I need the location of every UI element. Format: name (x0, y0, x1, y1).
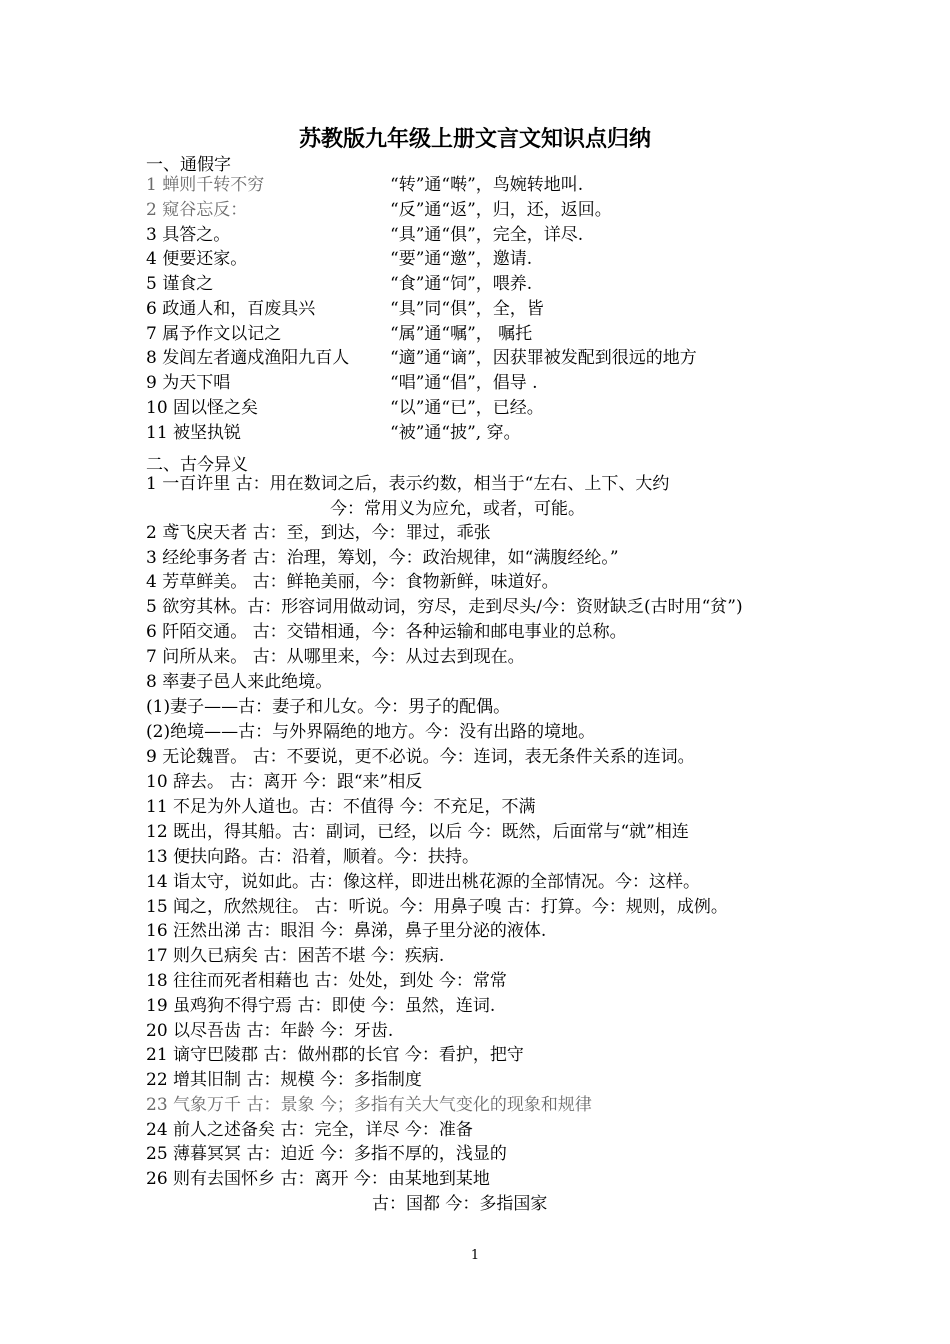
list-item: 11 不足为外人道也。古：不值得 今：不充足，不满 (146, 797, 536, 817)
list-item-note: “要”通“邀”，邀请. (390, 249, 533, 269)
list-item: 4 芳草鲜美。 古：鲜艳美丽，今：食物新鲜，味道好。 (146, 572, 559, 592)
list-item-note: “转”通“啭”，鸟婉转地叫. (390, 175, 584, 195)
list-item-term: 1 蝉则千转不穷 (146, 175, 265, 195)
list-item-note: “唱”通“倡”，倡导 . (390, 373, 538, 393)
list-item-term: 9 为天下唱 (146, 373, 231, 393)
list-item: 8 率妻子邑人来此绝境。 (146, 672, 333, 692)
list-item: 1 一百许里 古：用在数词之后，表示约数，相当于“左右、上下、大约 (146, 474, 670, 494)
list-item-term: 10 固以怪之矣 (146, 398, 259, 418)
list-item: 26 则有去国怀乡 古：离开 今：由某地到某地 (146, 1169, 490, 1189)
list-item-term: 7 属予作文以记之 (146, 324, 282, 344)
list-item-term: 4 便要还家。 (146, 249, 248, 269)
list-item: 14 诣太守，说如此。古：像这样，即进出桃花源的全部情况。今：这样。 (146, 872, 701, 892)
list-item-note: “具”同“俱”，全，皆 (390, 299, 544, 319)
list-item: 20 以尽吾齿 古：年龄 今：牙齿. (146, 1021, 394, 1041)
list-item-note: “適”通“谪”，因获罪被发配到很远的地方 (390, 348, 697, 368)
list-item: 古：国都 今：多指国家 (372, 1194, 548, 1214)
list-item: 10 辞去。 古：离开 今：跟“来”相反 (146, 772, 423, 792)
list-item-note: “被”通“披”, 穿。 (390, 423, 521, 443)
list-item-note: “反”通“返”，归，还，返回。 (390, 200, 612, 220)
list-item-note: “具”通“俱”，完全，详尽. (390, 225, 584, 245)
list-item: 21 谪守巴陵郡 古：做州郡的长官 今：看护，把守 (146, 1045, 524, 1065)
list-item: 18 往往而死者相藉也 古：处处，到处 今：常常 (146, 971, 507, 991)
list-item: 24 前人之述备矣 古：完全，详尽 今：准备 (146, 1120, 473, 1140)
list-item-note: “属”通“嘱”， 嘱托 (390, 324, 533, 344)
list-item: (1)妻子——古：妻子和儿女。今：男子的配偶。 (146, 697, 511, 717)
list-item-note: “以”通“已”，已经。 (390, 398, 544, 418)
list-item: 7 问所从来。 古：从哪里来，今：从过去到现在。 (146, 647, 525, 667)
list-item: 19 虽鸡狗不得宁焉 古：即使 今：虽然，连词. (146, 996, 496, 1016)
list-item: 25 薄暮冥冥 古：迫近 今：多指不厚的，浅显的 (146, 1144, 507, 1164)
list-item-term: 6 政通人和，百废具兴 (146, 299, 316, 319)
list-item: 13 便扶向路。古：沿着，顺着。今：扶持。 (146, 847, 480, 867)
list-item-term: 2 窥谷忘反： (146, 200, 248, 220)
list-item-term: 5 谨食之 (146, 274, 214, 294)
list-item-term: 8 发闾左者適戍渔阳九百人 (146, 348, 350, 368)
list-item: 2 鸢飞戾天者 古：至，到达，今：罪过，乖张 (146, 523, 491, 543)
list-item: 3 经纶事务者 古：治理，筹划，今：政治规律，如“满腹经纶。” (146, 548, 619, 568)
list-item-term: 3 具答之。 (146, 225, 231, 245)
list-item-term: 11 被坚执锐 (146, 423, 242, 443)
page-number: 1 (470, 1248, 480, 1263)
list-item: 16 汪然出涕 古：眼泪 今：鼻涕，鼻子里分泌的液体. (146, 921, 547, 941)
list-item: 15 闻之，欣然规往。 古：听说。今：用鼻子嗅 古：打算。今：规则，成例。 (146, 897, 728, 917)
list-item: 12 既出，得其船。古：副词，已经，以后 今：既然，后面常与“就”相连 (146, 822, 689, 842)
list-item: 22 增其旧制 古：规模 今：多指制度 (146, 1070, 422, 1090)
list-item: 23 气象万千 古：景象 今；多指有关大气变化的现象和规律 (146, 1095, 592, 1115)
section-heading-gujinyiyi: 二、古今异义 (146, 455, 248, 475)
list-item: 9 无论魏晋。 古：不要说，更不必说。今：连词，表无条件关系的连词。 (146, 747, 695, 767)
list-item: 5 欲穷其林。古：形容词用做动词，穷尽，走到尽头/今：资财缺乏(古时用“贫”) (146, 597, 743, 617)
list-item-note: “食”通“饲”，喂养. (390, 274, 533, 294)
list-item: 17 则久已病矣 古：困苦不堪 今：疾病. (146, 946, 445, 966)
document-title: 苏教版九年级上册文言文知识点归纳 (298, 127, 651, 152)
list-item: 6 阡陌交通。 古：交错相通，今：各种运输和邮电事业的总称。 (146, 622, 627, 642)
list-item: 今：常用义为应允，或者，可能。 (330, 499, 585, 519)
list-item: (2)绝境——古：与外界隔绝的地方。今：没有出路的境地。 (146, 722, 596, 742)
section-heading-tongjiazi: 一、通假字 (146, 155, 231, 175)
